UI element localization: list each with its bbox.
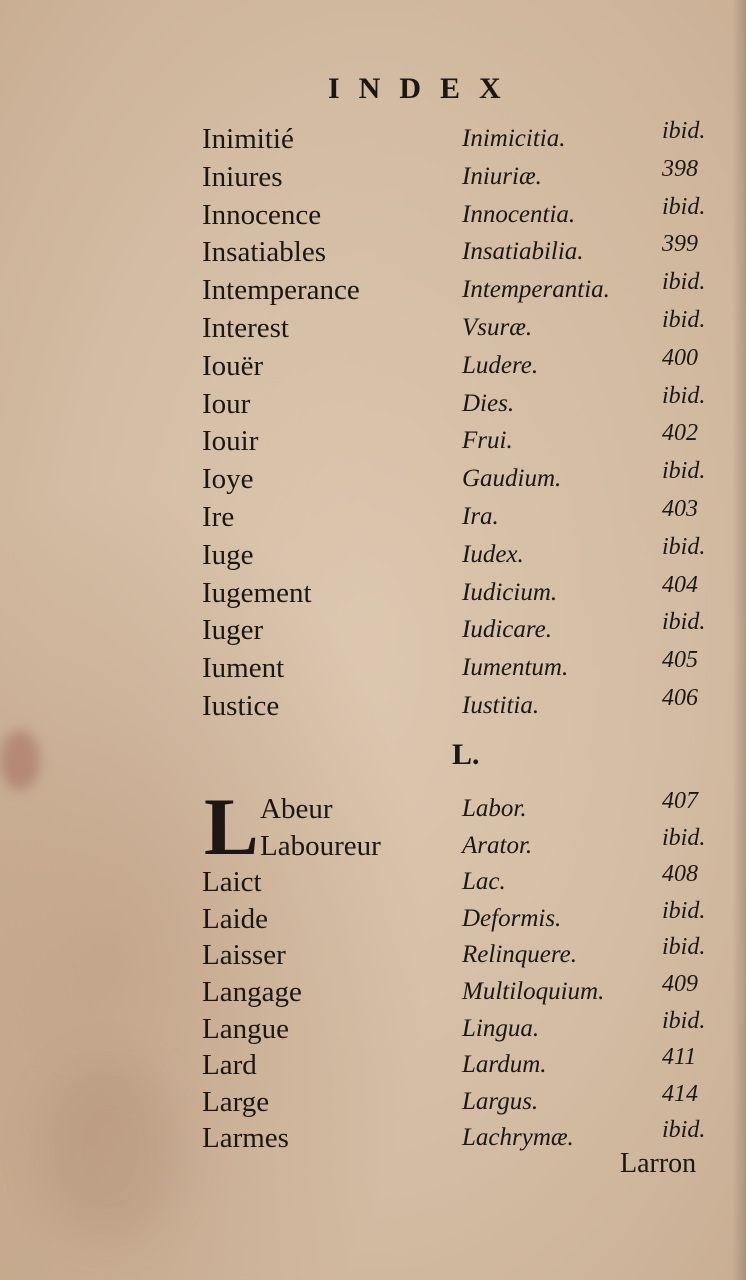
index-entry — [0, 897, 746, 940]
page-reference: ibid. — [662, 824, 706, 851]
french-term: Ire — [202, 501, 235, 533]
latin-term: Ludere. — [462, 351, 539, 379]
french-term: Iugement — [202, 576, 312, 609]
latin-term: Iudicium. — [462, 578, 558, 606]
page-reference: 407 — [662, 788, 698, 814]
french-term: Langue — [202, 1012, 289, 1045]
index-entry — [0, 344, 746, 387]
latin-term: Lac. — [462, 868, 506, 896]
latin-term: Arator. — [462, 831, 533, 859]
index-entry — [0, 307, 746, 349]
index-entry — [0, 685, 746, 727]
french-term: Langage — [202, 976, 302, 1008]
catchword: Larron — [620, 1148, 697, 1179]
french-term: Insatiables — [202, 236, 327, 269]
latin-term: Iudex. — [462, 540, 524, 568]
page-reference: 409 — [662, 971, 698, 997]
latin-term: Vsuræ. — [462, 314, 533, 341]
page-reference: 402 — [662, 420, 698, 447]
index-entry — [0, 155, 746, 198]
index-entry — [0, 571, 746, 614]
page-reference: ibid. — [662, 1007, 706, 1034]
stain — [0, 730, 40, 790]
index-entry — [0, 647, 746, 689]
page-reference: ibid. — [662, 193, 706, 220]
latin-term: Gaudium. — [462, 465, 562, 493]
latin-term: Ira. — [462, 503, 499, 530]
page-reference: 408 — [662, 861, 698, 888]
page-reference: 404 — [662, 571, 698, 598]
french-term: Iuge — [202, 538, 254, 571]
page-reference: ibid. — [662, 382, 706, 409]
french-term: Lard — [202, 1049, 257, 1082]
latin-term: Lingua. — [462, 1014, 540, 1042]
french-term: Interest — [202, 312, 289, 344]
latin-term: Innocentia. — [462, 200, 576, 228]
page-reference: 414 — [662, 1080, 698, 1107]
latin-term: Largus. — [462, 1087, 539, 1115]
page-reference: ibid. — [662, 118, 706, 144]
latin-term: Iustitia. — [462, 692, 540, 719]
page-header: INDEX — [328, 72, 520, 105]
page-reference: ibid. — [662, 269, 706, 296]
index-entry — [0, 1044, 746, 1086]
index-entry — [0, 382, 746, 425]
french-term: Iniures — [202, 160, 283, 193]
latin-term: Iniuriæ. — [462, 162, 542, 190]
index-entry — [0, 971, 746, 1013]
french-term: Intemperance — [202, 274, 360, 307]
page-reference: ibid. — [662, 897, 706, 924]
index-entry — [0, 231, 746, 273]
latin-term: Lachrymæ. — [462, 1124, 574, 1152]
page-reference: 398 — [662, 155, 698, 182]
page-reference: 403 — [662, 496, 698, 522]
french-term: Laboureur — [260, 829, 381, 862]
page-reference: ibid. — [662, 609, 706, 636]
french-term: Iouir — [202, 425, 259, 458]
index-entry — [0, 118, 746, 160]
index-entry — [0, 609, 746, 651]
index-entry — [0, 533, 746, 576]
french-term: Laict — [202, 866, 262, 899]
page-reference: ibid. — [662, 458, 706, 485]
index-entry — [0, 496, 746, 538]
latin-term: Intemperantia. — [462, 276, 610, 304]
index-entry — [0, 193, 746, 236]
french-term: Larmes — [202, 1122, 289, 1155]
latin-term: Dies. — [462, 389, 515, 417]
french-term: Laisser — [202, 939, 286, 972]
index-entry — [0, 788, 746, 830]
index-entry — [0, 458, 746, 500]
french-term: Iument — [202, 652, 285, 685]
index-entry — [0, 269, 746, 311]
french-term: Laide — [202, 902, 269, 935]
latin-term: Insatiabilia. — [462, 238, 584, 266]
index-entry — [0, 824, 746, 867]
index-entry — [0, 1080, 746, 1123]
page-reference: ibid. — [662, 934, 706, 961]
latin-term: Iumentum. — [462, 654, 569, 682]
drop-cap: L — [204, 781, 259, 872]
french-term: Ioye — [202, 463, 254, 496]
index-entry — [0, 420, 746, 462]
latin-term: Lardum. — [462, 1051, 547, 1079]
page-reference: ibid. — [662, 307, 706, 333]
latin-term: Labor. — [462, 795, 527, 822]
french-term: Large — [202, 1085, 270, 1118]
index-entry — [0, 861, 746, 903]
french-term: Inimitié — [202, 123, 294, 155]
page-reference: ibid. — [662, 533, 706, 560]
latin-term: Inimicitia. — [462, 125, 566, 152]
page-reference: 411 — [662, 1044, 697, 1071]
index-entry — [0, 934, 746, 976]
index-entry — [0, 1007, 746, 1050]
french-term: Iouër — [202, 349, 264, 382]
latin-term: Multiloquium. — [462, 978, 605, 1005]
page-reference: 400 — [662, 344, 698, 371]
latin-term: Relinquere. — [462, 941, 578, 969]
latin-term: Frui. — [462, 427, 513, 455]
french-term: Abeur — [260, 793, 333, 825]
latin-term: Iudicare. — [462, 616, 553, 644]
page-reference: 406 — [662, 685, 698, 711]
french-term: Iustice — [202, 690, 280, 722]
section-heading: L. — [452, 738, 480, 771]
latin-term: Deformis. — [462, 904, 562, 932]
page-reference: 405 — [662, 647, 698, 674]
page-reference: 399 — [662, 231, 698, 258]
page-reference: ibid. — [662, 1117, 706, 1144]
french-term: Iuger — [202, 614, 264, 647]
french-term: Innocence — [202, 198, 322, 231]
french-term: Iour — [202, 387, 251, 420]
